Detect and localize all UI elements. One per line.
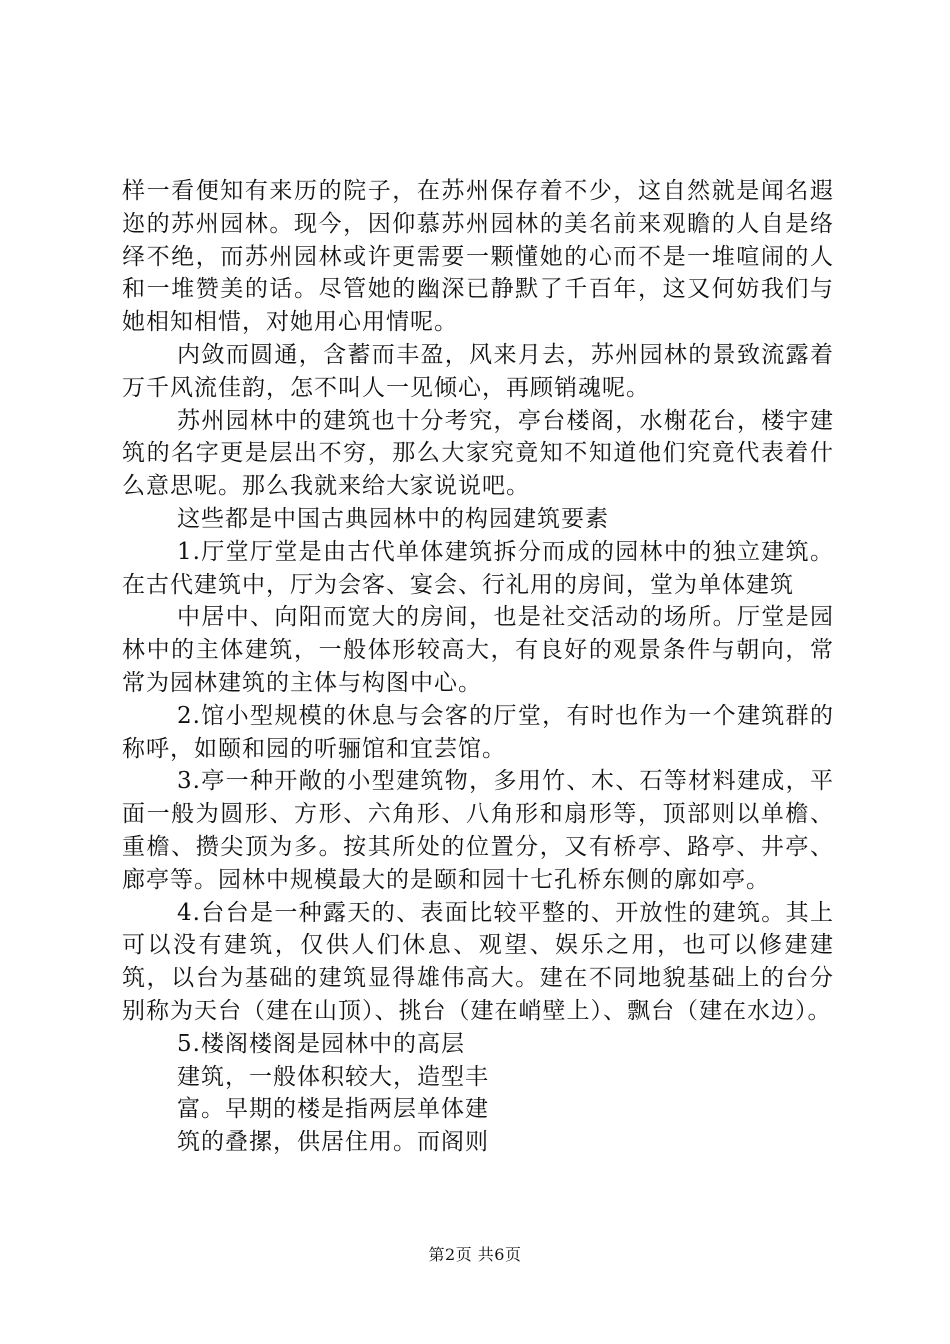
paragraph-item-pavilion: 3.亭一种开敞的小型建筑物，多用竹、木、石等材料建成，平面一般为圆形、方形、六角形、八角形和扇形等，顶部则以单檐、重檐、攒尖顶为多。按其所处的位置分，又有桥亭、路亭、井亭、廊亭等。园林中规模最大的是颐和园十七孔桥东侧的廓如亭。	[122, 768, 834, 893]
paragraph-item-hall: 1.厅堂厅堂是由古代单体建筑拆分而成的园林中的独立建筑。在古代建筑中，厅为会客、宴会、行礼用的房间，堂为单体建筑	[122, 538, 834, 598]
paragraph-item-tower-line-1: 5.楼阁楼阁是园林中的高层	[177, 1030, 465, 1057]
paragraph-architecture-intro: 苏州园林中的建筑也十分考究，亭台楼阁，水榭花台，楼宇建筑的名字更是层出不穷，那么大家究竟知不知道他们究竟代表着什么意思呢。那么我就来给大家说说吧。	[122, 407, 834, 500]
paragraph-elements-heading: 这些都是中国古典园林中的构园建筑要素	[177, 505, 609, 532]
paragraph-intro: 样一看便知有来历的院子，在苏州保存着不少，这自然就是闻名遐迩的苏州园林。现今，因仰慕苏州园林的美名前来观瞻的人自是络绎不绝，而苏州园林或许更需要一颗懂她的心而不是一堆喧闹的人和一堆赞美的话。尽管她的幽深已静默了千百年，这又何妨我们与她相知相惜，对她用心用情呢。	[122, 178, 834, 336]
paragraph-item-tower-line-3: 富。早期的楼是指两层单体建	[177, 1096, 489, 1123]
paragraph-item-terrace: 4.台台是一种露天的、表面比较平整的、开放性的建筑。其上可以没有建筑，仅供人们休息、观望、娱乐之用，也可以修建建筑，以台为基础的建筑显得雄伟高大。建在不同地貌基础上的台分别称为天台（建在山顶）、挑台（建在峭壁上）、飘台（建在水边）。	[122, 899, 834, 1024]
page-number-footer: 第2页 共6页	[428, 1245, 522, 1264]
paragraph-item-tower-line-2: 建筑，一般体积较大，造型丰	[177, 1063, 489, 1090]
paragraph-item-hall-continued: 中居中、向阳而宽大的房间，也是社交活动的场所。厅堂是园林中的主体建筑，一般体形较高大，有良好的观景条件与朝向，常常为园林建筑的主体与构图中心。	[122, 604, 834, 696]
paragraph-garden-charm: 内敛而圆通，含蓄而丰盈，风来月去，苏州园林的景致流露着万千风流佳韵，怎不叫人一见倾心，再顾销魂呢。	[122, 341, 834, 401]
paragraph-item-tower-line-4: 筑的叠摞，供居住用。而阁则	[177, 1129, 489, 1156]
paragraph-item-guan: 2.馆小型规模的休息与会客的厅堂，有时也作为一个建筑群的称呼，如颐和园的听骊馆和宜芸馆。	[122, 702, 834, 762]
document-body	[122, 175, 834, 1159]
